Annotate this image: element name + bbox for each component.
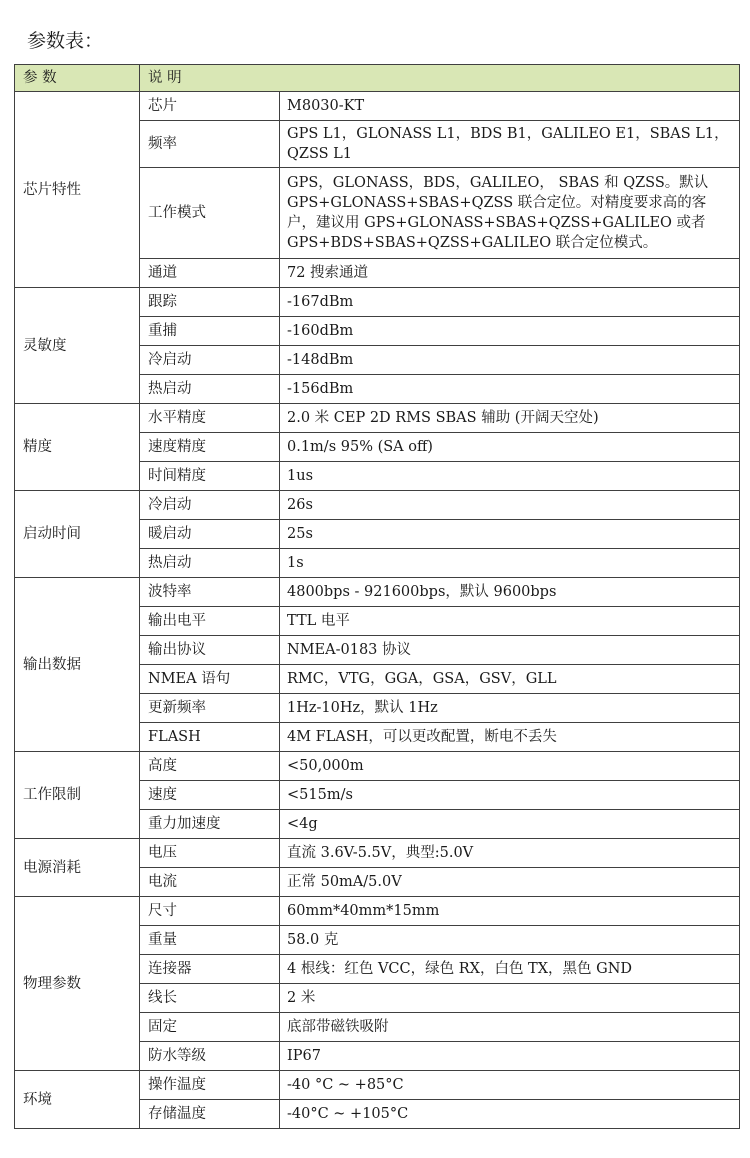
param-value-cell: 1us — [280, 462, 740, 491]
param-name-cell: 通道 — [140, 259, 280, 288]
table-row — [15, 839, 740, 868]
param-value-cell: NMEA-0183 协议 — [280, 636, 740, 665]
table-row — [15, 1071, 740, 1100]
param-value-cell: 26s — [280, 491, 740, 520]
param-value-cell: GPS，GLONASS，BDS，GALILEO， SBAS 和 QZSS。默认 GPS+GLONASS+SBAS+QZSS 联合定位。对精度要求高的客户，建议用 GPS+GLONASS+SBAS+QZSS+GALILEO 或者 GPS+BDS+SBAS+QZSS+GALILEO 联合定位模式。 — [280, 168, 740, 259]
category-cell: 灵敏度 — [15, 288, 140, 404]
category-cell: 电源消耗 — [15, 839, 140, 897]
param-value-cell: 底部带磁铁吸附 — [280, 1013, 740, 1042]
param-name-cell: 跟踪 — [140, 288, 280, 317]
param-value-cell: M8030-KT — [280, 92, 740, 121]
param-name-cell: 水平精度 — [140, 404, 280, 433]
spec-table — [14, 64, 740, 1129]
param-name-cell: 线长 — [140, 984, 280, 1013]
param-name-cell: 重捕 — [140, 317, 280, 346]
param-name-cell: 重量 — [140, 926, 280, 955]
param-value-cell: 25s — [280, 520, 740, 549]
param-name-cell: 重力加速度 — [140, 810, 280, 839]
param-value-cell: 1Hz-10Hz，默认 1Hz — [280, 694, 740, 723]
category-cell: 精度 — [15, 404, 140, 491]
spec-table-body — [15, 65, 740, 1129]
param-name-cell: 输出电平 — [140, 607, 280, 636]
table-row — [15, 92, 740, 121]
param-name-cell: 波特率 — [140, 578, 280, 607]
param-name-cell: 更新频率 — [140, 694, 280, 723]
param-name-cell: 冷启动 — [140, 491, 280, 520]
param-name-cell: 连接器 — [140, 955, 280, 984]
param-value-cell: -40°C ~ +105°C — [280, 1100, 740, 1129]
param-value-cell: <4g — [280, 810, 740, 839]
header-param: 参 数 — [15, 65, 140, 92]
param-value-cell: TTL 电平 — [280, 607, 740, 636]
param-name-cell: 暖启动 — [140, 520, 280, 549]
param-name-cell: 存储温度 — [140, 1100, 280, 1129]
page-title: 参数表： — [27, 30, 104, 52]
category-cell: 芯片特性 — [15, 92, 140, 288]
param-value-cell: -156dBm — [280, 375, 740, 404]
param-name-cell: 芯片 — [140, 92, 280, 121]
param-value-cell: -160dBm — [280, 317, 740, 346]
param-name-cell: 时间精度 — [140, 462, 280, 491]
param-name-cell: 速度精度 — [140, 433, 280, 462]
table-row — [15, 752, 740, 781]
param-value-cell: 4800bps - 921600bps，默认 9600bps — [280, 578, 740, 607]
param-name-cell: FLASH — [140, 723, 280, 752]
param-name-cell: 频率 — [140, 121, 280, 168]
param-name-cell: 工作模式 — [140, 168, 280, 259]
param-value-cell: -40 °C ~ +85°C — [280, 1071, 740, 1100]
table-row — [15, 491, 740, 520]
param-value-cell: 直流 3.6V-5.5V，典型:5.0V — [280, 839, 740, 868]
param-value-cell: IP67 — [280, 1042, 740, 1071]
param-name-cell: 电流 — [140, 868, 280, 897]
param-name-cell: 高度 — [140, 752, 280, 781]
param-name-cell: 热启动 — [140, 375, 280, 404]
param-value-cell: <50,000m — [280, 752, 740, 781]
param-value-cell: <515m/s — [280, 781, 740, 810]
category-cell: 启动时间 — [15, 491, 140, 578]
param-value-cell: 58.0 克 — [280, 926, 740, 955]
param-name-cell: 速度 — [140, 781, 280, 810]
param-name-cell: 防水等级 — [140, 1042, 280, 1071]
table-row — [15, 578, 740, 607]
param-value-cell: -148dBm — [280, 346, 740, 375]
category-cell: 环境 — [15, 1071, 140, 1129]
header-row — [15, 65, 740, 92]
table-row — [15, 288, 740, 317]
param-value-cell: 2.0 米 CEP 2D RMS SBAS 辅助 (开阔天空处) — [280, 404, 740, 433]
table-row — [15, 897, 740, 926]
param-value-cell: RMC，VTG，GGA，GSA，GSV，GLL — [280, 665, 740, 694]
param-value-cell: 72 搜索通道 — [280, 259, 740, 288]
category-cell: 物理参数 — [15, 897, 140, 1071]
category-cell: 工作限制 — [15, 752, 140, 839]
param-value-cell: 2 米 — [280, 984, 740, 1013]
param-value-cell: 4 根线：红色 VCC，绿色 RX，白色 TX，黑色 GND — [280, 955, 740, 984]
param-value-cell: GPS L1，GLONASS L1，BDS B1，GALILEO E1，SBAS L1，QZSS L1 — [280, 121, 740, 168]
param-name-cell: 尺寸 — [140, 897, 280, 926]
param-value-cell: 正常 50mA/5.0V — [280, 868, 740, 897]
header-desc: 说 明 — [140, 65, 740, 92]
param-value-cell: 60mm*40mm*15mm — [280, 897, 740, 926]
param-value-cell: 1s — [280, 549, 740, 578]
param-name-cell: 输出协议 — [140, 636, 280, 665]
param-value-cell: -167dBm — [280, 288, 740, 317]
param-name-cell: 冷启动 — [140, 346, 280, 375]
param-name-cell: 热启动 — [140, 549, 280, 578]
table-row — [15, 404, 740, 433]
category-cell: 输出数据 — [15, 578, 140, 752]
param-name-cell: NMEA 语句 — [140, 665, 280, 694]
param-name-cell: 固定 — [140, 1013, 280, 1042]
param-name-cell: 电压 — [140, 839, 280, 868]
param-name-cell: 操作温度 — [140, 1071, 280, 1100]
param-value-cell: 0.1m/s 95% (SA off) — [280, 433, 740, 462]
param-value-cell: 4M FLASH，可以更改配置，断电不丢失 — [280, 723, 740, 752]
